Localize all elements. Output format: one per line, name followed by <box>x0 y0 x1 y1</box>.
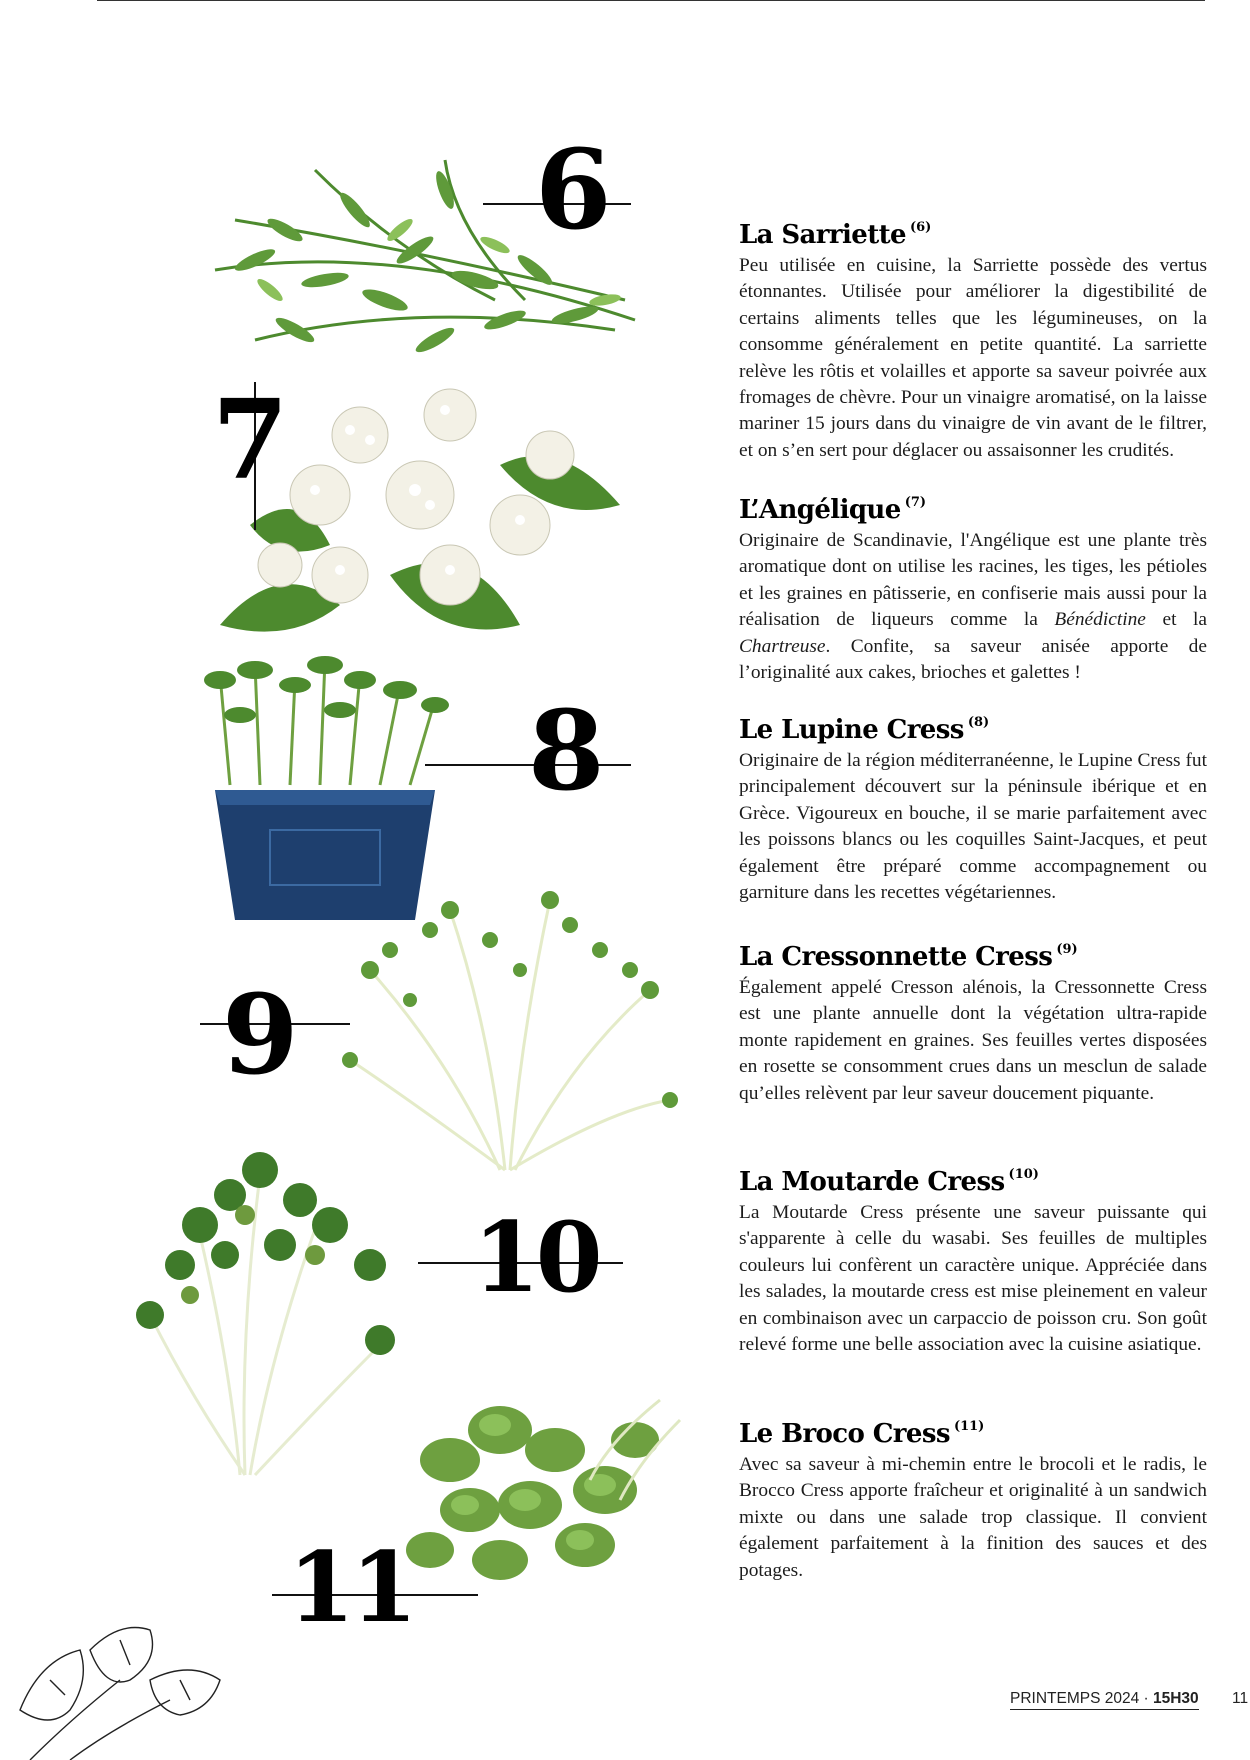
mustard-cress-image <box>130 1115 430 1485</box>
entry-body: Originaire de Scandinavie, l'Angélique est une plante très aromatique dont on utilise les racines, les tiges, les pétioles et les graines en pâtisserie, en confiserie mais aussi pour la réalisation de liqueurs comme la Bénédictine et la Chartreuse. Confite, sa saveur anisée apporte de l’originalité aux cakes, brioches et galettes ! <box>739 530 1207 684</box>
entry-body: Peu utilisée en cuisine, la Sarriette possède des vertus étonnantes. Utilisée pour améliorer la digestibilité de certains aliments telles que les légumineuses, on la consomme généralement en petite quantité. La sarriette relève les rôtis et volailles et apporte sa saveur poivrée aux fromages de chèvre. Pour un vinaigre aromatisé, on la laisse mariner 15 jours dans du vinaigre de vin avant de le filtrer, et on s’en sert pour déglacer ou assaisonner les crudités. <box>739 255 1207 461</box>
top-rule <box>97 0 1205 1</box>
footer-issue: PRINTEMPS 2024 · 15H30 <box>1010 1690 1199 1710</box>
entry-moutarde-cress <box>739 1159 1207 1358</box>
entry-title: Le Lupine Cress $^{(8)}$ <box>739 715 990 745</box>
entry-lupine-cress <box>739 707 1207 906</box>
entry-title: Le Broco Cress $^{(11)}$ <box>739 1419 985 1449</box>
entry-title: La Moutarde Cress $^{(10)}$ <box>739 1167 1039 1197</box>
entry-body: Originaire de la région méditerranéenne, le Lupine Cress fut principalement découvert sur la péninsule ibérique et en Grèce. Vigoureux en bouche, il se marie parfaitement avec les poissons blancs ou les coquilles Saint-Jacques, et peut également être préparé comme accompagnement ou garniture dans les recettes végétariennes. <box>739 750 1207 904</box>
entry-angelique <box>739 487 1207 686</box>
entry-title: L’Angélique $^{(7)}$ <box>739 495 927 525</box>
number-8: 8 <box>528 686 601 815</box>
broco-cress-image <box>390 1380 690 1620</box>
number-6: 6 <box>535 125 608 254</box>
entry-body: Également appelé Cresson alénois, la Cressonnette Cress est une plante annuelle dont la végétation ultra-rapide monte rapidement en graines. Ses feuilles vertes disposées en rosette se consomment crues dans un mesclun de salade qu’elles relèvent par leur saveur doucement piquante. <box>739 977 1207 1104</box>
entry-cressonnette-cress <box>739 934 1207 1107</box>
number-10: 10 <box>473 1201 599 1314</box>
number-9: 9 <box>222 970 295 1099</box>
entry-body: La Moutarde Cress présente une saveur puissante qui s'apparente à celle du wasabi. Ses feuilles de multiples couleurs lui confèrent un caractère unique. Appréciée dans les salades, la moutarde cress est mise pleinement en valeur en combinaison avec un carpaccio de poisson cru. Son goût relevé forme une belle association avec la cuisine asiatique. <box>739 1202 1207 1356</box>
entry-title: La Cressonnette Cress $^{(9)}$ <box>739 942 1078 972</box>
entry-title: La Sarriette $^{(6)}$ <box>739 220 932 250</box>
page-number: 11 <box>1232 1690 1249 1707</box>
parsley-line-drawing <box>10 1620 230 1760</box>
entry-body: Avec sa saveur à mi-chemin entre le brocoli et le radis, le Brocco Cress apporte fraîcheur et originalité à un sandwich mixte ou dans une salade trop classique. Il convient également parfaitement à la finition des sauces et des potages. <box>739 1454 1207 1581</box>
number-11: 11 <box>288 1531 414 1644</box>
entry-sarriette <box>739 212 1207 464</box>
entry-broco-cress <box>739 1411 1207 1584</box>
number-7: 7 <box>212 375 285 504</box>
